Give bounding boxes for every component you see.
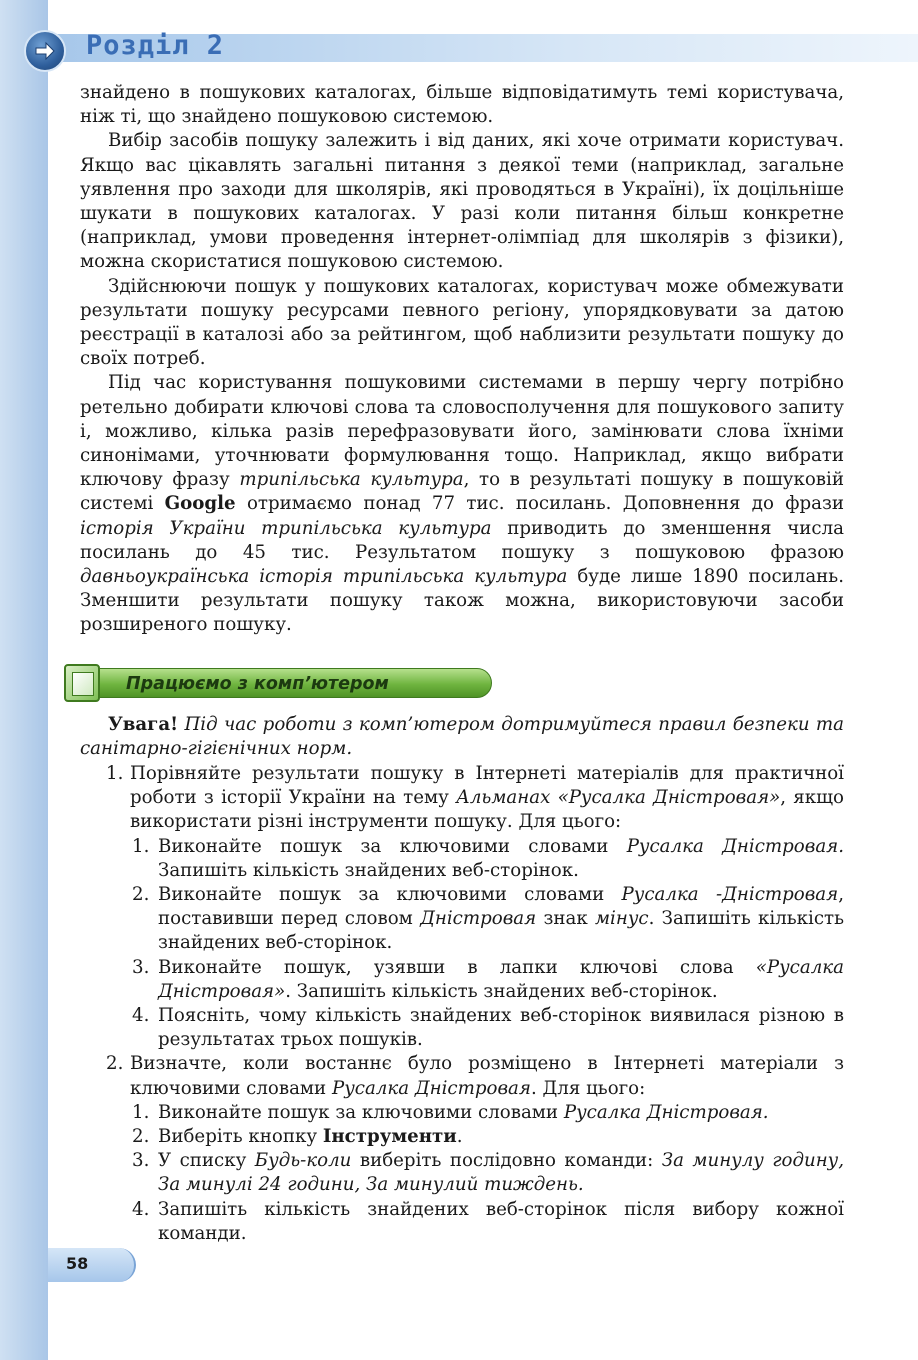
subtask-item: [80, 956, 844, 1004]
italic-phrase: історія України трипільська культура: [80, 517, 492, 539]
subtask-item: [80, 1101, 844, 1125]
banner-label: Працюємо з комп’ютером: [126, 674, 389, 694]
subtask-item: [80, 883, 844, 956]
task-number: 1.: [106, 763, 124, 784]
subtask-number: 4.: [132, 1005, 150, 1027]
text-run: Порівняйте результати пошуку в Інтернеті матеріалів для практичної роботи з історії України на тему: [130, 763, 844, 809]
subtask-number: 1.: [132, 835, 150, 857]
warning-bold: Увага!: [108, 714, 179, 735]
tools-button-name: Інструменти: [322, 1126, 457, 1148]
text-run: Поясніть, чому кількість знайдених веб-сторінок виявилася різною в результатах трьох пошуків.: [158, 1005, 844, 1051]
monitor-icon: [64, 664, 100, 702]
task-item: [80, 762, 844, 835]
italic-phrase: Русалка Дністровая: [331, 1077, 531, 1099]
paragraph: [80, 371, 844, 637]
computer-work-banner: [64, 664, 494, 702]
text-run: , то в результаті пошуку в пошуковій системі: [80, 469, 844, 515]
warning-text: [80, 713, 844, 761]
text-run: Виконайте пошук за ключовими словами: [158, 884, 622, 906]
text-run: Під час користування пошуковими системами в першу чергу потрібно ретельно добирати ключові слова та словосполучення для пошукового запиту і, можливо, кілька разів перефразовувати його, замінювати слова їхніми синонімами, уточнювати формулювання тощо. Наприклад, якщо вибрати ключову фразу: [80, 372, 844, 491]
italic-phrase: За минулу годину, За минулі 24 години, За минулий тиждень.: [158, 1150, 845, 1196]
subtask-number: 1.: [132, 1101, 150, 1123]
text-run: виберіть послідовно команди:: [351, 1150, 662, 1172]
google-name: Google: [164, 493, 236, 515]
italic-phrase: Дністровая: [420, 908, 537, 930]
task-number: 2.: [106, 1053, 124, 1075]
section-title: Розділ 2: [86, 30, 225, 61]
subtask-number: 4.: [132, 1198, 150, 1220]
paragraph: Вибір засобів пошуку залежить і від даних, які хоче отримати користувач. Якщо вас цікавлять загальні питання з деякої теми (наприклад, загальне уявлення про заходи для школярів, які проводяться в Україні), їх доцільніше шукати в пошукових каталогах. У разі коли питання більш конкретне (наприклад, умови проведення інтернет-олімпіад для школярів з фізики), можна скористатися пошуковою системою.: [80, 130, 844, 273]
page-number-tab: [48, 1248, 136, 1282]
text-run: Виконайте пошук за ключовими словами: [158, 1101, 564, 1123]
text-run: приводить до зменшення числа посилань до 45 тис. Результатом пошуку з пошуковою фразою: [80, 517, 844, 563]
text-run: У списку: [158, 1150, 255, 1172]
text-run: , поставивши перед словом: [158, 884, 844, 930]
side-band: [0, 0, 48, 1360]
subtask-item: [80, 1125, 844, 1149]
text-run: Запишіть кількість знайдених веб-сторінок.: [158, 859, 579, 881]
text-run: . Запишіть кількість знайдених веб-сторінок.: [158, 908, 844, 954]
warning-italic: Під час роботи з комп’ютером дотримуйтеся правил безпеки та санітарно-гігієнічних норм.: [80, 714, 844, 760]
text-run: Запишіть кількість знайдених веб-сторінок після вибору кожної команди.: [158, 1198, 844, 1244]
subtask-number: 3.: [132, 956, 150, 978]
page-number: 58: [66, 1254, 89, 1273]
italic-phrase: Русалка Дністровая.: [626, 835, 844, 857]
task-item: [80, 1052, 844, 1100]
italic-phrase: Русалка Дністровая.: [563, 1101, 769, 1123]
subtask-item: [80, 835, 844, 883]
text-run: Виконайте пошук, узявши в лапки ключові слова: [158, 956, 756, 978]
subtask-item: [80, 1198, 844, 1246]
text-run: Виконайте пошук за ключовими словами: [158, 835, 627, 857]
italic-phrase: Альманах «Русалка Дністровая»: [456, 787, 781, 809]
italic-phrase: Будь-коли: [254, 1150, 352, 1172]
task-list: [80, 762, 844, 1246]
body-text: [80, 81, 844, 638]
subtask-number: 2.: [132, 1126, 150, 1148]
arrow-right-icon: [24, 30, 66, 72]
italic-phrase: трипільська культура: [239, 469, 464, 491]
subtask-item: [80, 1004, 844, 1052]
text-run: . Запишіть кількість знайдених веб-сторінок.: [285, 980, 718, 1002]
text-run: , якщо використати різні інструменти пошуку. Для цього:: [130, 787, 844, 833]
text-run: отримаємо понад 77 тис. посилань. Доповнення до фрази: [235, 493, 844, 515]
subtask-number: 2.: [132, 884, 150, 906]
italic-phrase: Русалка -Дністровая: [621, 884, 839, 906]
italic-phrase: давньоукраїнська історія трипільська культура: [80, 566, 568, 588]
subtask-number: 3.: [132, 1150, 150, 1172]
warning: [80, 713, 844, 761]
text-run: Визначте, коли востаннє було розміщено в Інтернеті матеріали з ключовими словами: [130, 1053, 844, 1099]
text-run: . Для цього:: [530, 1077, 646, 1099]
paragraph: знайдено в пошукових каталогах, більше відповідатимуть темі користувача, ніж ті, що знайдено пошуковою системою.: [80, 82, 844, 128]
text-run: знак: [536, 908, 595, 930]
paragraph: Здійснюючи пошук у пошукових каталогах, користувач може обмежувати результати пошуку ресурсами певного регіону, упорядковувати за датою реєстрації в каталозі або за рейтингом, щоб наблизити результати пошуку до своїх потреб.: [80, 275, 844, 370]
text-run: .: [456, 1126, 463, 1148]
italic-phrase: мінус: [594, 908, 649, 930]
italic-phrase: «Русалка Дністровая»: [158, 956, 844, 1002]
text-run: буде лише 1890 посилань. Зменшити результати пошуку також можна, використовуючи засоби розширеного пошуку.: [80, 566, 844, 636]
text-run: Виберіть кнопку: [158, 1126, 323, 1148]
subtask-item: [80, 1149, 844, 1197]
